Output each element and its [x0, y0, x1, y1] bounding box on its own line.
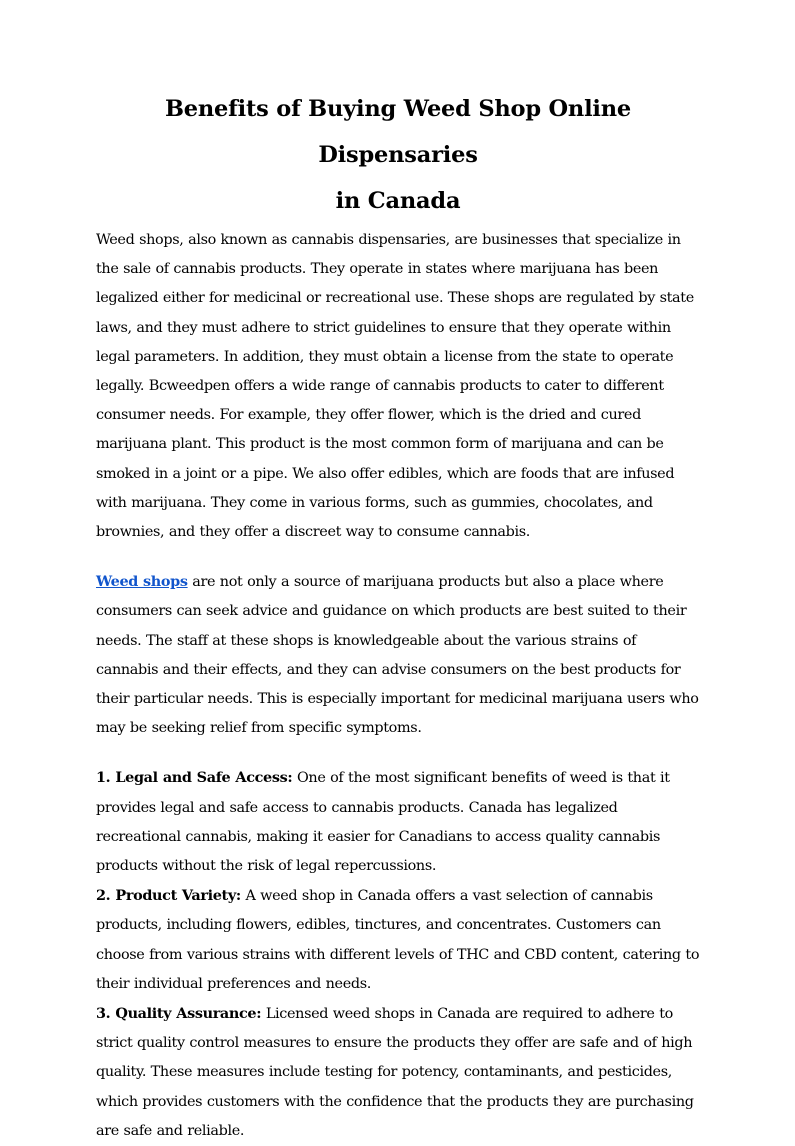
intro-paragraph: Weed shops, also known as cannabis dispensaries, are businesses that specialize in the sale of cannabis products. They operate in states where marijuana has been legalized either for medicinal or recreational use. These shops are regulated by state laws, and they must adhere to strict guidelines to ensure that they operate within legal parameters. In addition, they must obtain a license from the state to operate legally. Bcweedpen offers a wide range of cannabis products to cater to different consumer needs. For example, they offer flower, which is the dried and cured marijuana plant. This product is the most common form of marijuana and can be smoked in a joint or a pipe. We also offer edibles, which are foods that are infused with marijuana. They come in various forms, such as gummies, chocolates, and brownies, and they offer a discreet way to consume cannabis.: [96, 232, 694, 541]
title-line-1: Benefits of Buying Weed Shop Online Dispensaries: [164, 96, 632, 168]
document-title: [96, 86, 700, 224]
benefits-list: [96, 763, 700, 1146]
benefit-item: [96, 763, 700, 881]
benefit-text: A weed shop in Canada offers a vast selection of cannabis products, including flowers, edibles, tinctures, and concentrates. Customers can choose from various strains with different levels of THC and CBD content, catering to their individual preferences and needs.: [96, 888, 700, 992]
document-page: [96, 86, 700, 1146]
advice-paragraph-text: are not only a source of marijuana products but also a place where consumers can seek advice and guidance on which products are best suited to their needs. The staff at these shops is knowledgeable about the various strains of cannabis and their effects, and they can advise consumers on the best products for their particular needs. This is especially important for medicinal marijuana users who may be seeking relief from specific symptoms.: [96, 574, 699, 737]
benefit-text: Licensed weed shops in Canada are required to adhere to strict quality control measures to ensure the products they offer are safe and of high quality. These measures include testing for potency, contaminants, and pesticides, which provides customers with the confidence that the products they are purchasing are safe and reliable.: [96, 1006, 694, 1139]
advice-paragraph: [96, 567, 700, 743]
benefit-heading: 3. Quality Assurance:: [96, 1005, 262, 1023]
benefit-item: [96, 881, 700, 999]
benefit-heading: 2. Product Variety:: [96, 887, 241, 905]
title-line-2: in Canada: [335, 188, 461, 214]
benefit-heading: 1. Legal and Safe Access:: [96, 769, 293, 787]
weed-shops-link[interactable]: Weed shops: [96, 573, 188, 591]
benefit-item: [96, 999, 700, 1146]
benefit-text: One of the most significant benefits of weed is that it provides legal and safe access to cannabis products. Canada has legalized recreational cannabis, making it easier for Canadians to access quality cannabis products without the risk of legal repercussions.: [96, 770, 670, 875]
